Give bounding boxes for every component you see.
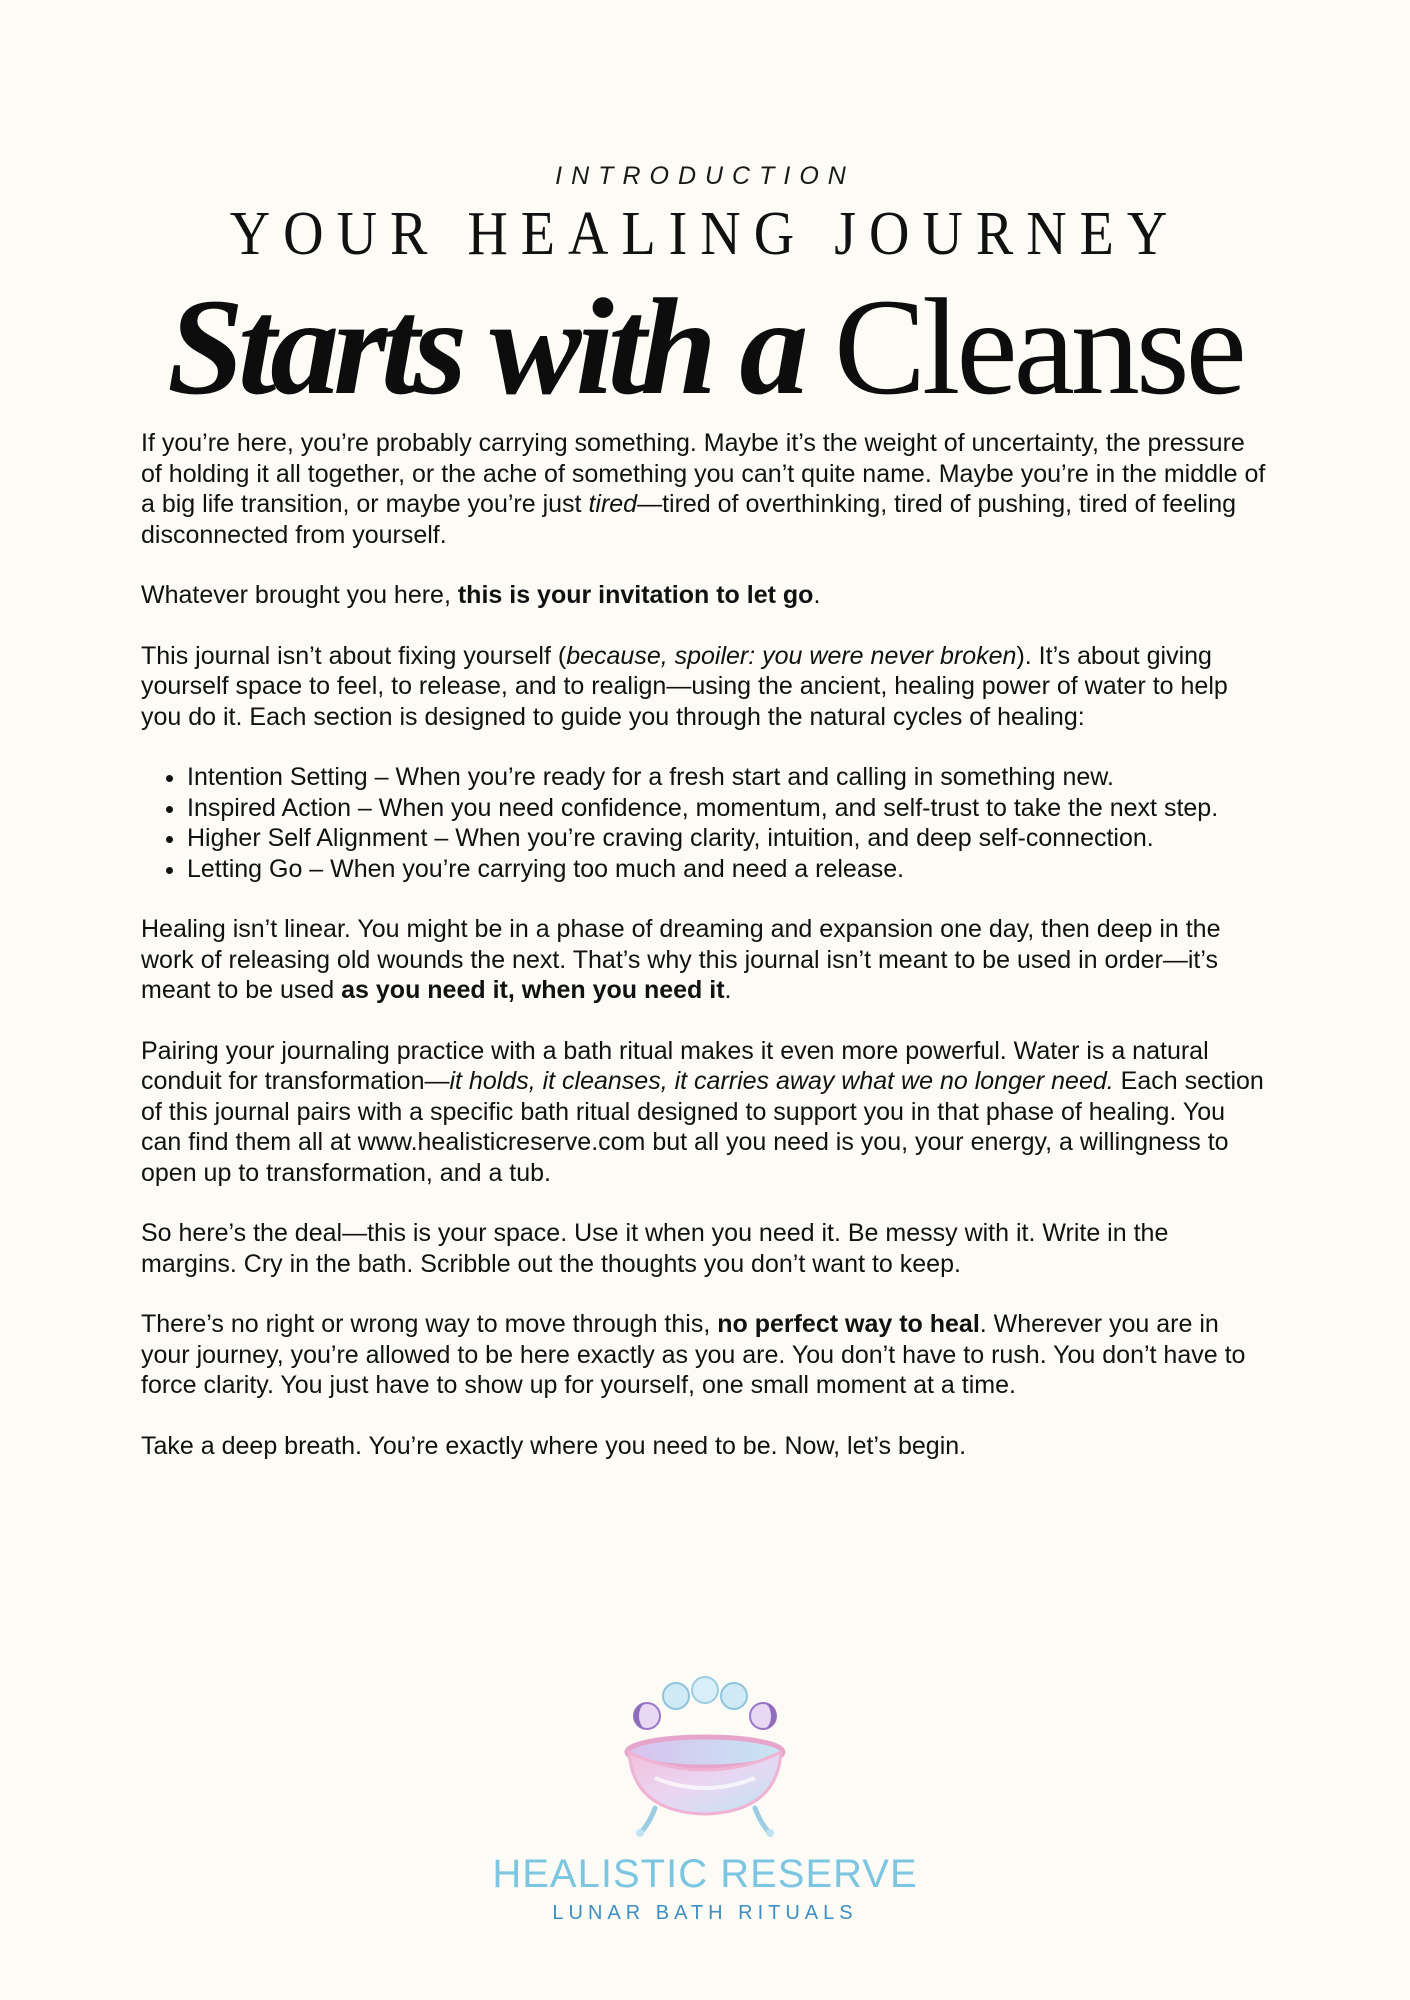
- list-item: • Higher Self Alignment – When you’re craving clarity, intuition, and deep self-connection.: [187, 823, 1271, 854]
- paragraph-3-end: ). It’s about giving yourself space to feel, to release, and to realign—using the ancient, healing power of water to help you do it. Each section is designed to guide you through the natural cycles of healing:: [141, 641, 1228, 731]
- brand-name: HEALISTIC RESERVE: [492, 1852, 918, 1896]
- headline-regular: Cleanse: [833, 270, 1243, 423]
- list-item: • Intention Setting – When you’re ready for a fresh start and calling in something new.: [187, 762, 1271, 793]
- list-item: • Letting Go – When you’re carrying too much and need a release.: [187, 854, 1271, 885]
- paragraph-5-end: Each section of this journal pairs with a specific bath ritual designed to support you in that phase of healing. You can find them all at www.healisticreserve.com but all you need is you, your energy, a willingness to open up to transformation, and a tub.: [141, 1067, 1264, 1187]
- paragraph-5: [141, 1036, 1271, 1189]
- section-kicker: INTRODUCTION: [555, 162, 855, 190]
- paragraph-1-text: If you’re here, you’re probably carrying something. Maybe it’s the weight of uncertainty, the pressure of holding it all together, or the ache of something you can’t quite name. Maybe you’re in the middle of a big life transition, or maybe you’re just: [141, 429, 1266, 518]
- paragraph-4-bold: as you need it, when you need it: [341, 976, 725, 1004]
- paragraph-7: [141, 1309, 1271, 1401]
- paragraph-5-italic: it holds, it cleanses, it carries away what we no longer need.: [449, 1067, 1114, 1095]
- paragraph-7-bold: no perfect way to heal: [717, 1310, 980, 1338]
- paragraph-2-end: .: [813, 581, 821, 609]
- paragraph-4-text: Healing isn’t linear. You might be in a phase of dreaming and expansion one day, then deep in the work of releasing old wounds the next. That’s why this journal isn’t meant to be used in order—it’s meant to be used: [141, 915, 1221, 1004]
- page-subtitle: YOUR HEALING JOURNEY: [229, 199, 1181, 269]
- paragraph-2-text: Whatever brought you here,: [141, 581, 458, 609]
- paragraph-7-end: . Wherever you are in your journey, you’re allowed to be here exactly as you are. You don’t have to rush. You don’t have to force clarity. You just have to show up for yourself, one small moment at a time.: [141, 1310, 1246, 1399]
- paragraph-4-end: .: [724, 976, 732, 1004]
- healing-cycles-list: [141, 762, 1271, 884]
- paragraph-3-italic: because, spoiler: you were never broken: [566, 641, 1017, 670]
- brand-tagline: LUNAR BATH RITUALS: [552, 1902, 858, 1924]
- page-title: [0, 272, 1410, 422]
- paragraph-1-italic: tired: [588, 490, 638, 518]
- paragraph-6: So here’s the deal—this is your space. Use it when you need it. Be messy with it. Write in the margins. Cry in the bath. Scribble out the thoughts you don’t want to keep.: [141, 1219, 1169, 1278]
- paragraph-1-end: —tired of overthinking, tired of pushing, tired of feeling disconnected from yourself.: [141, 490, 1237, 549]
- paragraph-2-bold: this is your invitation to let go: [457, 581, 814, 609]
- headline-italic: Starts with a: [167, 270, 803, 423]
- paragraph-3-text: This journal isn’t about fixing yourself (: [141, 641, 567, 670]
- bathtub-moon-phases-icon: [0, 1672, 1410, 1842]
- paragraph-8: Take a deep breath. You’re exactly where you need to be. Now, let’s begin.: [141, 1431, 967, 1460]
- list-item: • Inspired Action – When you need confidence, momentum, and self-trust to take the next step.: [187, 793, 1271, 824]
- paragraph-7-text: There’s no right or wrong way to move through this,: [141, 1310, 718, 1338]
- paragraph-1: [141, 428, 1271, 550]
- paragraph-3: [141, 641, 1271, 733]
- paragraph-5-text: Pairing your journaling practice with a bath ritual makes it even more powerful. Water is a natural conduit for transformation—: [141, 1036, 1209, 1095]
- paragraph-4: [141, 914, 1271, 1006]
- body-text: [141, 428, 1271, 1491]
- paragraph-2: [141, 580, 1271, 611]
